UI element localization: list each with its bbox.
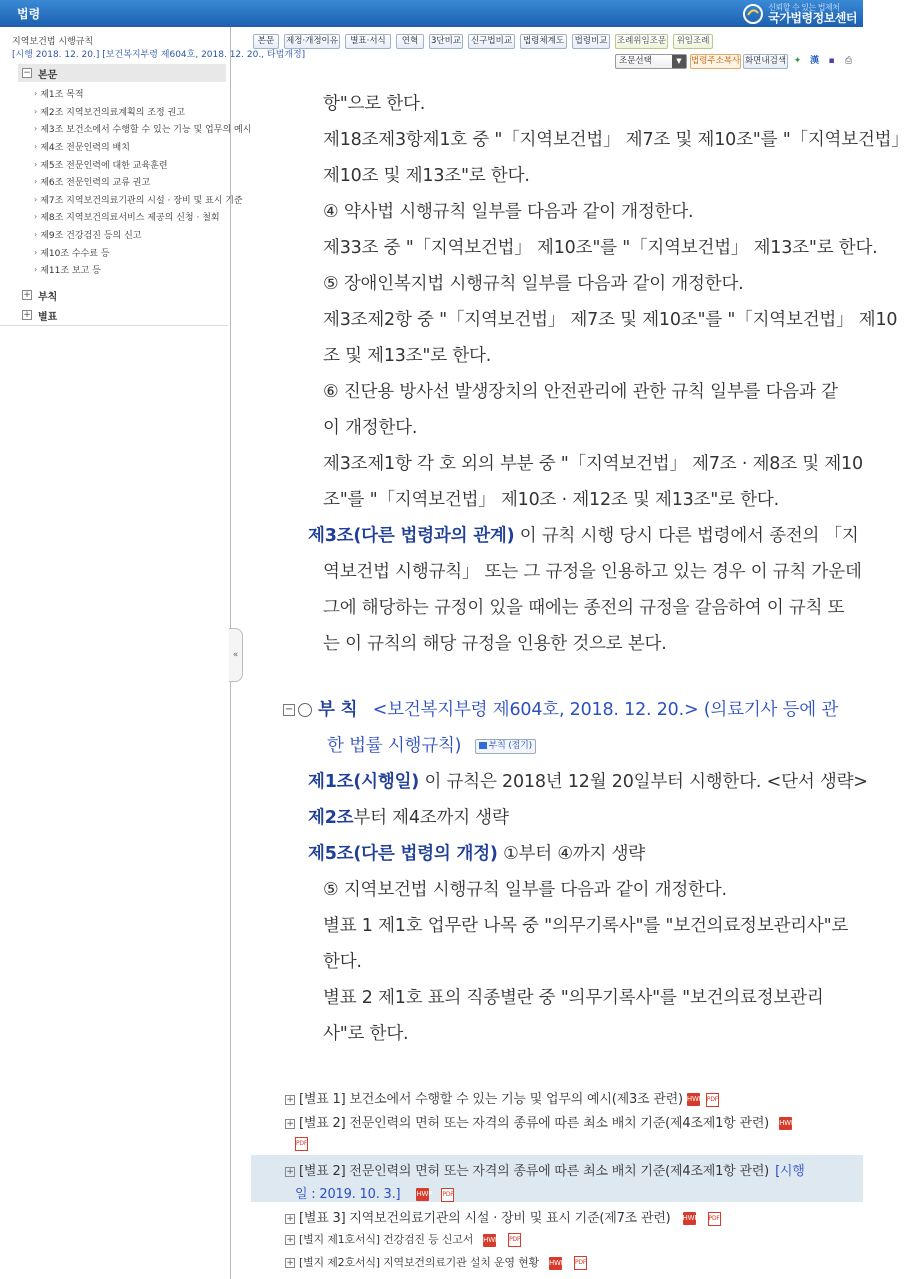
- text-line: 제18조제3항제1호 중 "「지역보건법」 제7조 및 제10조"를 "「지역보건법」: [323, 130, 909, 150]
- sidebar-item-7[interactable]: [34, 191, 243, 209]
- sidebar-item-label: 제9조 건강검진 등의 신고: [40, 231, 142, 242]
- annex-fold-label: 부칙 (접기): [488, 740, 532, 751]
- sidebar-item-label: 제6조 전문인력의 교류 권고: [40, 178, 151, 189]
- attachment-row: [285, 1088, 719, 1107]
- expand-icon[interactable]: +: [286, 1235, 294, 1245]
- sidebar-item-label: 제10조 수수료 등: [40, 248, 110, 259]
- chevron-right-icon: ›: [34, 230, 38, 240]
- sidebar-item-label: 제3조 보건소에서 수행할 수 있는 기능 및 업무의 예시: [40, 125, 252, 136]
- pdf-file-icon[interactable]: PDF: [708, 1212, 721, 1226]
- double-chevron-left-icon: «: [232, 650, 239, 660]
- expand-icon[interactable]: +: [286, 1094, 294, 1105]
- text-line: 조 및 제13조"로 한다.: [323, 346, 492, 366]
- annex-heading: [283, 696, 838, 721]
- chevron-right-icon: ›: [34, 124, 38, 134]
- chevron-right-icon: ›: [34, 159, 38, 169]
- sidebar-item-label: 제7조 지역보건의료기관의 시설 · 장비 및 표시 기준: [40, 195, 243, 206]
- favorite-star-icon[interactable]: ✦: [793, 56, 802, 66]
- article-3: [308, 522, 859, 547]
- sidebar-collapse-handle[interactable]: [229, 628, 243, 682]
- annex-article-5-title[interactable]: 제5조(다른 법령의 개정): [308, 844, 498, 864]
- sidebar-item-4[interactable]: [34, 138, 228, 156]
- expand-icon[interactable]: +: [286, 1258, 294, 1268]
- pdf-file-icon[interactable]: PDF: [295, 1137, 308, 1151]
- hwp-file-icon[interactable]: HWP: [683, 1212, 696, 1225]
- hanja-icon[interactable]: 漢: [809, 56, 819, 66]
- attachment-row: [285, 1160, 805, 1179]
- form-title[interactable]: [별지 제2호서식] 지역보건의료기관 설치 운영 현황: [299, 1256, 539, 1269]
- logo-org-name: 국가법령정보센터: [768, 10, 857, 25]
- print-icon[interactable]: ⎙: [844, 56, 853, 66]
- collapse-icon[interactable]: −: [284, 704, 294, 715]
- tree-annex-label: 부칙: [38, 291, 58, 303]
- hwp-file-icon[interactable]: HWP: [416, 1188, 429, 1201]
- article-list: [34, 85, 252, 279]
- chevron-right-icon: ›: [34, 247, 38, 257]
- site-logo[interactable]: [742, 1, 857, 26]
- text-line: 별표 2 제1호 표의 직종별란 중 "의무기록사"를 "보건의료정보관리: [323, 988, 824, 1008]
- text-line: ⑤ 지역보건법 시행규칙 일부를 다음과 같이 개정한다.: [323, 880, 727, 900]
- attachment-title[interactable]: [별표 2] 전문인력의 면허 또는 자격의 종류에 따른 최소 배치 기준(제4조제1항 관련): [299, 1164, 770, 1179]
- radio-circle-icon[interactable]: [298, 703, 312, 717]
- annex-reference[interactable]: <보건복지부령 제604호, 2018. 12. 20.> (의료기사 등에 관: [372, 700, 839, 720]
- annex-fold-button[interactable]: [475, 739, 536, 754]
- annex-reference-cont[interactable]: 한 법률 시행규칙): [327, 736, 462, 756]
- article-select[interactable]: [615, 54, 687, 69]
- tree-main[interactable]: [18, 64, 226, 82]
- annex-article-5: [308, 840, 645, 865]
- text-line: 제3조제1항 각 호 외의 부분 중 "「지역보건법」 제7조 · 제8조 및 제10: [323, 454, 863, 474]
- article-3-title[interactable]: 제3조(다른 법령과의 관계): [308, 526, 515, 546]
- chevron-right-icon: ›: [34, 194, 38, 204]
- sidebar-item-label: 제2조 지역보건의료계획의 조정 권고: [40, 107, 185, 118]
- sidebar-item-10[interactable]: [34, 243, 228, 261]
- article-select-label: 조문선택: [619, 56, 652, 66]
- btn-revision-reason[interactable]: 제정·개정이유: [284, 34, 340, 49]
- attachment-title[interactable]: [별표 1] 보건소에서 수행할 수 있는 기능 및 업무의 예시(제3조 관련): [299, 1092, 683, 1107]
- fold-icon: [479, 742, 487, 749]
- attachment-title[interactable]: [별표 2] 전문인력의 면허 또는 자격의 종류에 따른 최소 배치 기준(제4조제1항 관련): [299, 1116, 770, 1131]
- form-row: [285, 1231, 521, 1247]
- attachment-effective: [시행: [775, 1164, 805, 1179]
- expand-icon[interactable]: +: [286, 1166, 294, 1177]
- annex-heading-cont: [327, 732, 536, 757]
- sidebar-item-3[interactable]: [34, 120, 252, 138]
- chevron-right-icon: ›: [34, 265, 38, 275]
- sidebar-item-9[interactable]: [34, 226, 228, 244]
- tree-annex[interactable]: [18, 286, 226, 304]
- tree-main-label: 본문: [38, 69, 58, 81]
- expand-icon[interactable]: +: [23, 310, 31, 320]
- form-row: [285, 1254, 587, 1270]
- sidebar-item-5[interactable]: [34, 155, 228, 173]
- page-title: 법령: [17, 7, 41, 21]
- text-line: ⑥ 진단용 방사선 발생장치의 안전관리에 관한 규칙 일부를 다음과 같: [323, 382, 838, 402]
- attachment-row-cont: [295, 1183, 454, 1202]
- annex-article-1: [308, 768, 868, 793]
- sidebar-item-label: 제8조 지역보건의료서비스 제공의 신청 · 철회: [40, 213, 220, 224]
- chevron-right-icon: ›: [34, 89, 38, 99]
- tree-tables[interactable]: [18, 306, 226, 324]
- sidebar-divider: [0, 325, 228, 326]
- btn-history[interactable]: 연혁: [396, 34, 424, 49]
- annex-article-5-text: ①부터 ④까지 생략: [497, 844, 645, 864]
- btn-old-new-compare[interactable]: 신구법비교: [468, 34, 515, 49]
- text-line: 역보건법 시행규칙」 또는 그 규정을 인용하고 있는 경우 이 규칙 가운데: [323, 562, 862, 582]
- btn-ordinance-delegation[interactable]: 조례위임조문: [615, 34, 668, 49]
- pdf-file-icon[interactable]: PDF: [441, 1188, 454, 1202]
- chevron-down-icon: ▼: [672, 55, 686, 68]
- annex-article-2-text: 부터 제4조까지 생략: [353, 808, 509, 828]
- text-line: 항"으로 한다.: [323, 94, 426, 114]
- pdf-file-icon[interactable]: PDF: [706, 1093, 719, 1107]
- attachment-row: [285, 1207, 721, 1226]
- text-line: 제3조제2항 중 "「지역보건법」 제7조 및 제10조"를 "「지역보건법」 제10: [323, 310, 898, 330]
- btn-copy-law-url[interactable]: 법령주소복사: [690, 54, 741, 69]
- annex-article-2-title[interactable]: 제2조: [308, 808, 354, 828]
- text-line: 사"로 한다.: [323, 1024, 409, 1044]
- btn-tables-forms[interactable]: 별표·서식: [345, 34, 391, 49]
- attachment-effective-date: 일 : 2019. 10. 3.]: [295, 1187, 401, 1202]
- pdf-file-icon[interactable]: PDF: [508, 1233, 521, 1247]
- btn-law-compare[interactable]: 법령비교: [572, 34, 610, 49]
- btn-main-text[interactable]: 본문: [253, 34, 279, 49]
- annex-article-2: [308, 804, 509, 829]
- expand-icon[interactable]: +: [23, 290, 31, 300]
- text-line: ④ 약사법 시행규칙 일부를 다음과 같이 개정한다.: [323, 202, 694, 222]
- text-line: 별표 1 제1호 업무란 나목 중 "의무기록사"를 "보건의료정보관리사"로: [323, 916, 849, 936]
- chevron-right-icon: ›: [34, 142, 38, 152]
- sidebar-item-11[interactable]: [34, 261, 228, 279]
- btn-three-way-compare[interactable]: 3단비교: [429, 34, 463, 49]
- sidebar-item-label: 제11조 보고 등: [40, 266, 101, 277]
- hwp-file-icon[interactable]: HWP: [687, 1093, 700, 1106]
- annex-article-1-title[interactable]: 제1조(시행일): [308, 772, 420, 792]
- btn-law-hierarchy[interactable]: 법령체계도: [520, 34, 567, 49]
- tree-tables-label: 별표: [38, 311, 58, 323]
- chevron-right-icon: ›: [34, 106, 38, 116]
- sidebar-item-label: 제1조 목적: [40, 90, 84, 101]
- sidebar-item-8[interactable]: [34, 208, 228, 226]
- hwp-file-icon[interactable]: HWP: [549, 1257, 562, 1270]
- text-line: 조"를 "「지역보건법」 제10조 · 제12조 및 제13조"로 한다.: [323, 490, 780, 510]
- text-line: 는 이 규칙의 해당 규정을 인용한 것으로 본다.: [323, 634, 667, 654]
- hwp-file-icon[interactable]: HWP: [779, 1117, 792, 1130]
- annex-article-1-text: 이 규칙은 2018년 12월 20일부터 시행한다. <단서 생략>: [419, 772, 868, 792]
- pdf-file-icon[interactable]: PDF: [574, 1256, 587, 1270]
- sidebar-item-label: 제4조 전문인력의 배치: [40, 143, 130, 154]
- sidebar-item-2[interactable]: [34, 103, 228, 121]
- save-icon[interactable]: ▪: [828, 56, 835, 66]
- sidebar-item-1[interactable]: [34, 85, 228, 103]
- chevron-right-icon: ›: [34, 212, 38, 222]
- text-line: ⑤ 장애인복지법 시행규칙 일부를 다음과 같이 개정한다.: [323, 274, 744, 294]
- app-header: [0, 0, 863, 27]
- text-line: 제10조 및 제13조"로 한다.: [323, 166, 530, 186]
- attachment-pdf-row: [295, 1136, 308, 1151]
- logo-swirl-icon: [742, 3, 764, 25]
- sidebar-item-label: 제5조 전문인력에 대한 교육훈련: [40, 160, 168, 171]
- text-line: 제33조 중 "「지역보건법」 제10조"를 "「지역보건법」 제13조"로 한다.: [323, 238, 878, 258]
- sidebar-item-6[interactable]: [34, 173, 228, 191]
- expand-icon[interactable]: +: [286, 1118, 294, 1129]
- text-line: 한다.: [323, 952, 362, 972]
- annex-label: 부 칙: [318, 700, 358, 720]
- sidebar-law-name[interactable]: 지역보건법 시행규칙: [12, 37, 94, 47]
- expand-icon[interactable]: +: [286, 1213, 294, 1224]
- collapse-icon[interactable]: −: [23, 68, 31, 78]
- btn-in-page-search[interactable]: 화면내검색: [743, 54, 788, 69]
- form-title[interactable]: [별지 제1호서식] 건강검진 등 신고서: [299, 1233, 474, 1246]
- logo-slogan: 신뢰할 수 있는 법제처: [768, 2, 840, 12]
- article-3-text: 이 규칙 시행 당시 다른 법령에서 종전의 「지: [514, 526, 859, 546]
- text-line: 그에 해당하는 규정이 있을 때에는 종전의 규정을 갈음하여 이 규칙 또: [323, 598, 845, 618]
- attachment-title[interactable]: [별표 3] 지역보건의료기관의 시설 · 장비 및 표시 기준(제7조 관련): [299, 1211, 671, 1226]
- btn-delegated-ordinance[interactable]: 위임조례: [673, 34, 713, 49]
- attachment-row: [285, 1112, 795, 1131]
- hwp-file-icon[interactable]: HWP: [483, 1234, 496, 1247]
- sidebar-law-meta: [시행 2018. 12. 20.] [보건복지부령 제604호, 2018. 12. 20., 타법개정]: [12, 50, 306, 60]
- chevron-right-icon: ›: [34, 177, 38, 187]
- text-line: 이 개정한다.: [323, 418, 418, 438]
